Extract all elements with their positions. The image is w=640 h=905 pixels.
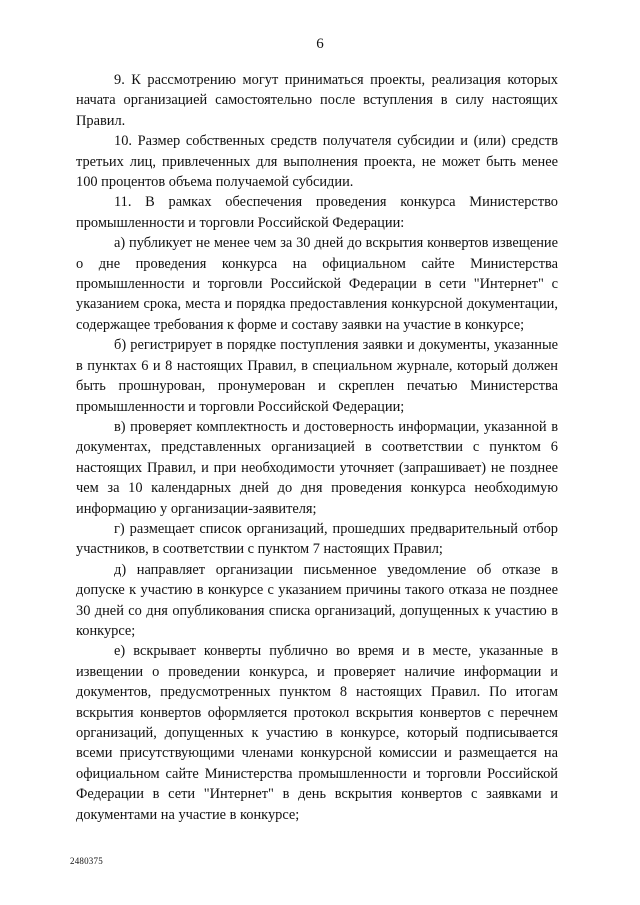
page-number: 6 [316,36,324,52]
paragraph-10: 10. Размер собственных средств получателя субсидии и (или) средств третьих лиц, привлеченных для выполнения проекта, не может быть менее 100 процентов объема получаемой субсидии. [76,133,558,191]
document-body [76,70,558,825]
subparagraph-a: а) публикует не менее чем за 30 дней до вскрытия конвертов извещение о дне проведения конкурса на официальном сайте Министерства промышленности и торговли Российской Федерации в сети "Интернет" с указанием срока, места и порядка предоставления конкурсной документации, содержащее требования к форме и составу заявки на участие в конкурсе; [76,235,558,333]
paragraph-11: 11. В рамках обеспечения проведения конкурса Министерство промышленности и торговли Российской Федерации: [76,194,558,231]
subparagraph-g: г) размещает список организаций, прошедших предварительный отбор участников, в соответствии с пунктом 7 настоящих Правил; [76,520,558,558]
subparagraph-b: б) регистрирует в порядке поступления заявки и документы, указанные в пунктах 6 и 8 настоящих Правил, в специальном журнале, который должен быть прошнурован, пронумерован и скреплен печатью Министерства промышленности и торговли Российской Федерации; [76,337,558,415]
paragraph-9: 9. К рассмотрению могут приниматься проекты, реализация которых начата организацией самостоятельно после вступления в силу настоящих Правил. [76,72,558,129]
subparagraph-d: д) направляет организации письменное уведомление об отказе в допуске к участию в конкурсе с указанием причины такого отказа не позднее 30 дней со дня опубликования списка организаций, допущенных к участию в конкурсе; [76,561,558,639]
subparagraph-v: в) проверяет комплектность и достоверность информации, указанной в документах, представленных организацией в соответствии с пунктом 6 настоящих Правил, и при необходимости уточняет (запрашивает) не позднее чем за 10 календарных дней до дня проведения конкурса необходимую информацию у организации-заявителя; [76,418,558,517]
subparagraph-e: е) вскрывает конверты публично во время и в месте, указанные в извещении о проведении конкурса, и проверяет наличие информации и документов, предусмотренных пунктом 8 настоящих Правил. По итогам вскрытия конвертов оформляется протокол вскрытия конвертов с перечнем организаций, допущенных к участию в конкурсе, который подписывается всеми присутствующими членами конкурсной комиссии и размещается на официальном сайте Министерства промышленности и торговли Российской Федерации в сети "Интернет" в день вскрытия конвертов с заявками и документами на участие в конкурсе; [76,643,558,823]
document-id: 2480375 [70,856,103,866]
